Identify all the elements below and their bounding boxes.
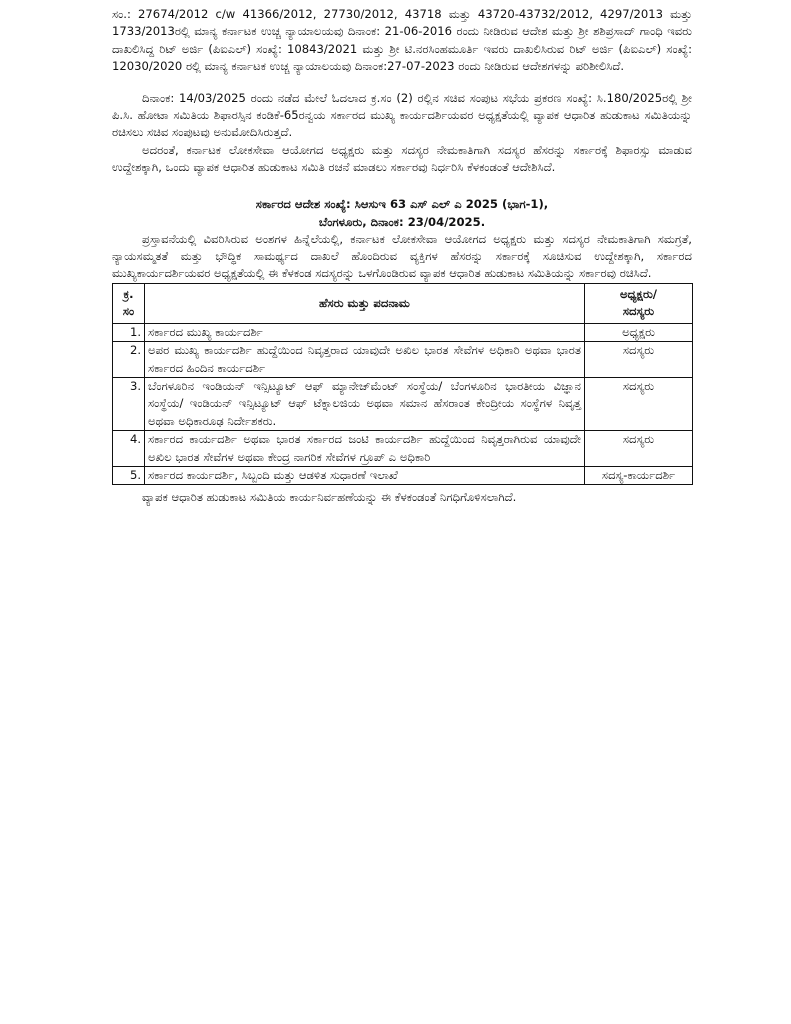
row-role: ಅಧ್ಯಕ್ಷರು (585, 323, 693, 341)
name-designation-header: ಹೆಸರು ಮತ್ತು ಪದನಾಮ (145, 283, 585, 323)
row-designation: ಅಪರ ಮುಖ್ಯ ಕಾರ್ಯದರ್ಶಿ ಹುದ್ದೆಯಿಂದ ನಿವೃತ್ತರಾದ ಯಾವುದೇ ಅಖಿಲ ಭಾರತ ಸೇವೆಗಳ ಅಧಿಕಾರಿ ಅಥವಾ ಭಾರತ ಸರ್ಕಾರದ ಹಿಂದಿನ ಕಾರ್ಯದರ್ಶಿ (145, 342, 585, 378)
row-designation: ಸರ್ಕಾರದ ಕಾರ್ಯದರ್ಶಿ ಅಥವಾ ಭಾರತ ಸರ್ಕಾರದ ಜಂಟಿ ಕಾರ್ಯದರ್ಶಿ ಹುದ್ದೆಯಿಂದ ನಿವೃತ್ತರಾಗಿರುವ ಯಾವುದೇ ಅಖಿಲ ಭಾರತ ಸೇವೆಗಳ ಅಥವಾ ಕೇಂದ್ರ ನಾಗರಿಕ ಸೇವೆಗಳ ಗ್ರೂಪ್ ಎ ಅಧಿಕಾರಿ (145, 431, 585, 467)
row-role: ಸದಸ್ಯರು (585, 342, 693, 378)
row-serial: 5. (113, 466, 145, 484)
row-serial: 4. (113, 431, 145, 467)
order-heading (112, 195, 692, 231)
closing-paragraph: ವ್ಯಾಪಕ ಆಧಾರಿತ ಹುಡುಕಾಟ ಸಮಿತಿಯ ಕಾರ್ಯನಿರ್ವಹಣೆಯನ್ನು ಈ ಕೆಳಕಂಡಂತೆ ನಿಗಧಿಗೊಳಿಸಲಾಗಿದೆ. (142, 490, 517, 505)
chair-member-header: ಅಧ್ಯಕ್ಷರು/ ಸದಸ್ಯರು (585, 283, 693, 323)
order-number: ಸರ್ಕಾರದ ಆದೇಶ ಸಂಖ್ಯೆ: ಸಿಆಸುಇ 63 ಎಸ್ ಎಲ್ ಎ 2025 (ಭಾಗ-1), (255, 196, 549, 211)
row-serial: 1. (113, 323, 145, 341)
cabinet-decision-paragraph: ದಿನಾಂಕ: 14/03/2025 ರಂದು ನಡೆದ ಮೇಲೆ ಓದಲಾದ ಕ್ರ.ಸಂ (2) ರಲ್ಲಿನ ಸಚಿವ ಸಂಪುಟ ಸಭೆಯ ಪ್ರಕರಣ ಸಂಖ್ಯೆ: ಸಿ.180/2025ರಲ್ಲಿ ಶ್ರೀ ಪಿ.ಸಿ. ಹೋಟಾ ಸಮಿತಿಯ ಶಿಫಾರಸ್ಸಿನ ಕಂಡಿಕೆ-65ರನ್ವಯ ಸರ್ಕಾರದ ಮುಖ್ಯ ಕಾರ್ಯದರ್ಶಿಯವರ ಅಧ್ಯಕ್ಷತೆಯಲ್ಲಿ ವ್ಯಾಪಕ ಆಧಾರಿತ ಹುಡುಕಾಟ ಸಮಿತಿಯನ್ನು ರಚಿಸಲು ಸಚಿವ ಸಂಪುಟವು ಅನುಮೋದಿಸಿರುತ್ತದೆ. (112, 90, 692, 140)
row-designation: ಸರ್ಕಾರದ ಮುಖ್ಯ ಕಾರ್ಯದರ್ಶಿ (145, 323, 585, 341)
therefore-paragraph: ಅದರಂತೆ, ಕರ್ನಾಟಕ ಲೋಕಸೇವಾ ಆಯೋಗದ ಅಧ್ಯಕ್ಷರು ಮತ್ತು ಸದಸ್ಯರ ನೇಮಕಾತಿಗಾಗಿ ಸದಸ್ಯರ ಹೆಸರನ್ನು ಸರ್ಕಾರಕ್ಕೆ ಶಿಫಾರಸ್ಸು ಮಾಡುವ ಉದ್ದೇಶಕ್ಕಾಗಿ, ಒಂದು ವ್ಯಾಪಕ ಆಧಾರಿತ ಹುಡುಕಾಟ ಸಮಿತಿ ರಚನೆ ಮಾಡಲು ಸರ್ಕಾರವು ನಿರ್ಧರಿಸಿ ಕೆಳಕಂಡಂತೆ ಆದೇಶಿಸಿದೆ. (112, 142, 692, 175)
table-row (113, 342, 693, 378)
committee-members-table (112, 283, 693, 485)
table-row (113, 431, 693, 467)
table-row (113, 323, 693, 341)
row-serial: 2. (113, 342, 145, 378)
row-role: ಸದಸ್ಯರು (585, 377, 693, 430)
row-role: ಸದಸ್ಯರು (585, 431, 693, 467)
table-row (113, 377, 693, 430)
row-designation: ಬೆಂಗಳೂರಿನ ಇಂಡಿಯನ್ ಇನ್ಸಿಟ್ಯೂಟ್ ಆಫ್ ಮ್ಯಾನೇಜ್‌ಮೆಂಟ್ ಸಂಸ್ಥೆಯ/ ಬೆಂಗಳೂರಿನ ಭಾರತೀಯ ವಿಜ್ಞಾನ ಸಂಸ್ಥೆಯ/ ಇಂಡಿಯನ್ ಇನ್ಸಿಟ್ಯೂಟ್ ಆಫ್ ಟೆಕ್ನಾಲಜಿಯ ಅಥವಾ ಸಮಾನ ಹೆಸರಾಂತ ಕೇಂದ್ರೀಯ ಸಂಸ್ಥೆಗಳ ನಿವೃತ್ತ ಅಥವಾ ಅಧಿಕಾರೂಢ ನಿರ್ದೇಶಕರು. (145, 377, 585, 430)
serial-number-header: ಕ್ರ. ಸಂ (113, 283, 145, 323)
table-row (113, 466, 693, 484)
row-role: ಸದಸ್ಯ-ಕಾರ್ಯದರ್ಶಿ (585, 466, 693, 484)
order-place-date: ಬೆಂಗಳೂರು, ದಿನಾಂಕ: 23/04/2025. (318, 214, 486, 229)
row-serial: 3. (113, 377, 145, 430)
row-designation: ಸರ್ಕಾರದ ಕಾರ್ಯದರ್ಶಿ, ಸಿಬ್ಬಂದಿ ಮತ್ತು ಆಡಳಿತ ಸುಧಾರಣೆ ಇಲಾಖೆ (145, 466, 585, 484)
document-page (112, 6, 692, 507)
order-intro-paragraph: ಪ್ರಸ್ತಾವನೆಯಲ್ಲಿ ವಿವರಿಸಿರುವ ಅಂಶಗಳ ಹಿನ್ನೆಲೆಯಲ್ಲಿ, ಕರ್ನಾಟಕ ಲೋಕಸೇವಾ ಆಯೋಗದ ಅಧ್ಯಕ್ಷರು ಮತ್ತು ಸದಸ್ಯರ ನೇಮಕಾತಿಗಾಗಿ ಸಮಗ್ರತೆ, ನ್ಯಾಯಸಮ್ಮತತೆ ಮತ್ತು ಭೌದ್ಧಿಕ ಸಾಮರ್ಥ್ಯದ ದಾಖಲೆ ಹೊಂದಿರುವ ವ್ಯಕ್ತಿಗಳ ಹೆಸರನ್ನು ಸರ್ಕಾರಕ್ಕೆ ಸೂಚಿಸುವ ಉದ್ದೇಶಕ್ಕಾಗಿ, ಸರ್ಕಾರದ ಮುಖ್ಯಕಾರ್ಯದರ್ಶಿಯವರ ಅಧ್ಯಕ್ಷತೆಯಲ್ಲಿ ಈ ಕೆಳಕಂಡ ಸದಸ್ಯರನ್ನು ಒಳಗೊಂಡಿರುವ ವ್ಯಾಪಕ ಆಧಾರಿತ ಹುಡುಕಾಟ ಸಮಿತಿಯನ್ನು ಸರ್ಕಾರವು ರಚಿಸಿದೆ. (112, 231, 692, 281)
court-orders-paragraph: ಸಂ.: 27674/2012 c/w 41366/2012, 27730/2012, 43718 ಮತ್ತು 43720-43732/2012, 4297/2013 ಮತ್ತು 1733/2013ರಲ್ಲಿ ಮಾನ್ಯ ಕರ್ನಾಟಕ ಉಚ್ಚ ನ್ಯಾಯಾಲಯವು ದಿನಾಂಕ: 21-06-2016 ರಂದು ನೀಡಿರುವ ಆದೇಶ ಮತ್ತು ಶ್ರೀ ಶಶಿಪ್ರಸಾದ್ ಗಾಂಧಿ ಇವರು ದಾಖಲಿಸಿದ್ದ ರಿಟ್ ಅರ್ಜಿ (ಪಿಐಎಲ್) ಸಂಖ್ಯೆ: 10843/2021 ಮತ್ತು ಶ್ರೀ ಟಿ.ನರಸಿಂಹಮೂರ್ತಿ ಇವರು ದಾಖಲಿಸಿರುವ ರಿಟ್ ಅರ್ಜಿ (ಪಿಐಎಲ್) ಸಂಖ್ಯೆ: 12030/2020 ರಲ್ಲಿ ಮಾನ್ಯ ಕರ್ನಾಟಕ ಉಚ್ಚ ನ್ಯಾಯಾಲಯವು ದಿನಾಂಕ:27-07-2023 ರಂದು ನೀಡಿರುವ ಆದೇಶಗಳನ್ನು ಪರಿಶೀಲಿಸಿದೆ. (112, 7, 692, 74)
table-header-row (113, 283, 693, 323)
